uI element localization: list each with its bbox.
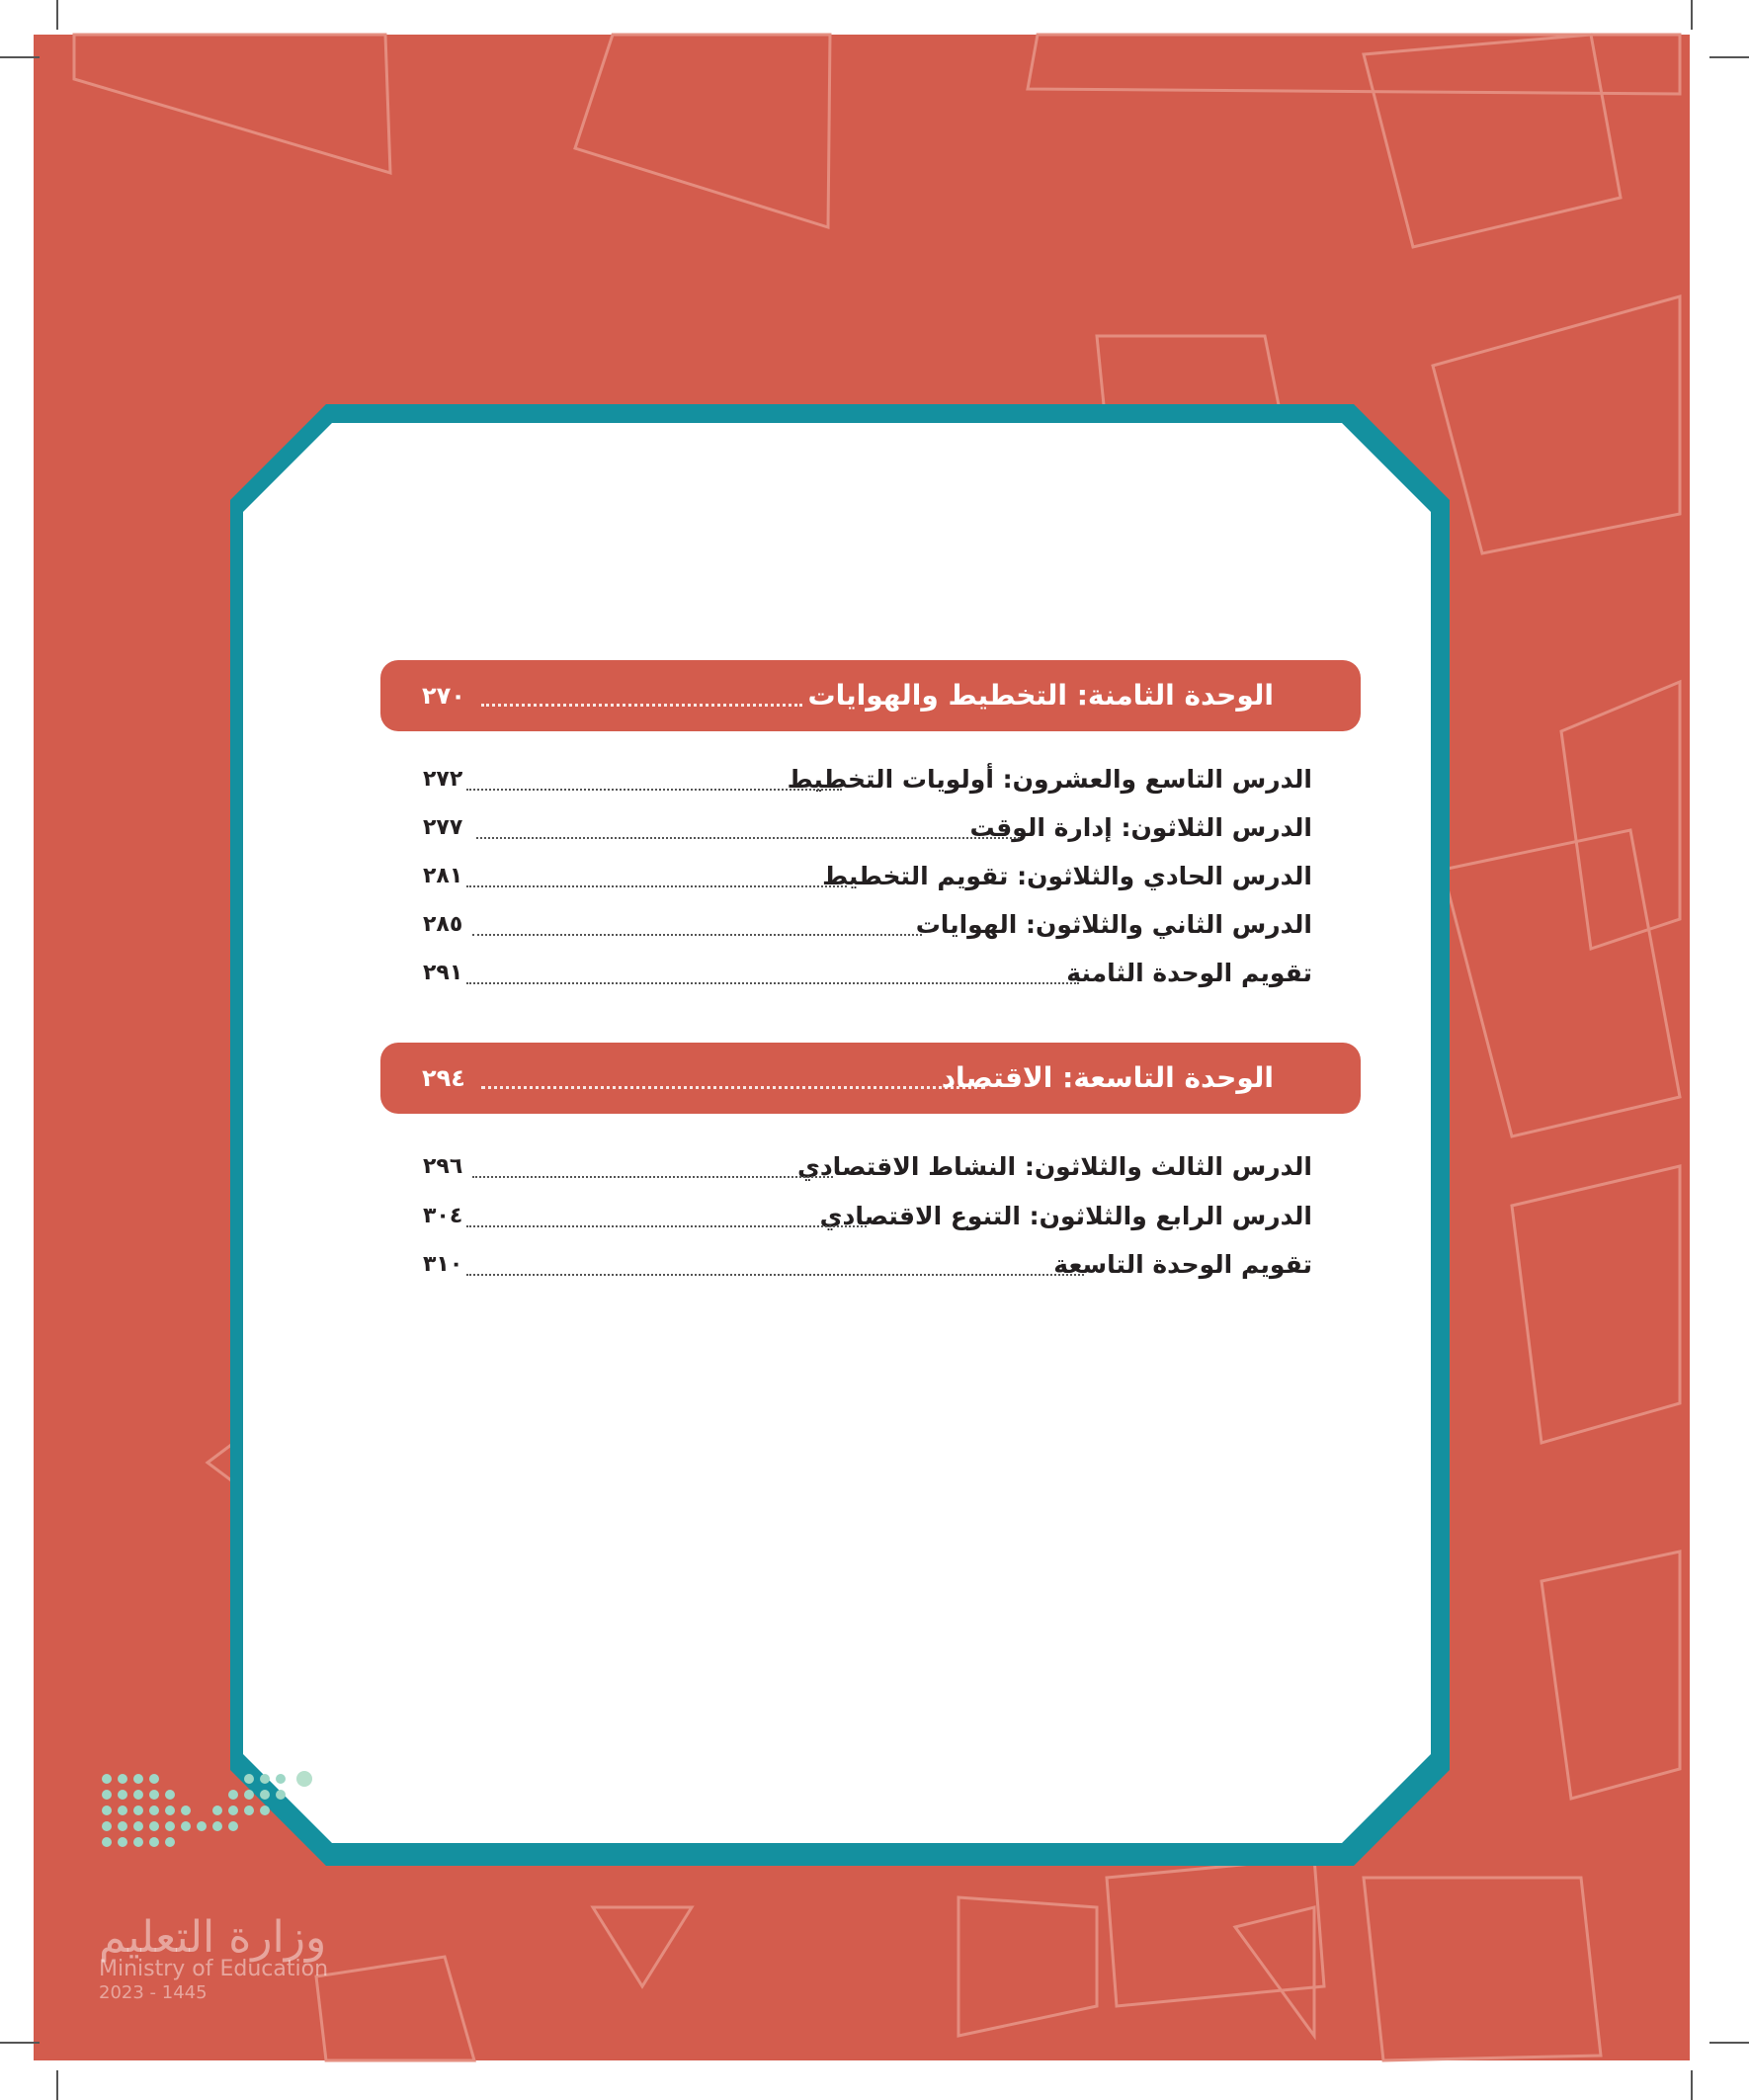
leader-dots xyxy=(466,970,1079,984)
leader-dots xyxy=(466,777,842,791)
toc-entry[interactable] xyxy=(415,757,1312,802)
toc-entry-label: الدرس الحادي والثلاثون: تقويم التخطيط xyxy=(822,862,1312,890)
toc-entry[interactable] xyxy=(415,902,1312,948)
leader-dots xyxy=(466,1262,1084,1276)
toc-entry-page: ٢٨٥ xyxy=(423,912,463,937)
toc-entry-page: ٣١٠ xyxy=(423,1252,463,1277)
toc-entry-page: ٣٠٤ xyxy=(423,1204,463,1228)
leader-dots xyxy=(466,1214,867,1227)
toc-entry-page: ٢٧٧ xyxy=(423,815,463,840)
toc-entry-page: ٢٨١ xyxy=(423,864,463,888)
toc-entry-label: تقويم الوحدة الثامنة xyxy=(1066,959,1312,987)
toc-entry-label: تقويم الوحدة التاسعة xyxy=(1053,1250,1312,1279)
toc-entry-label: الدرس الثالث والثلاثون: النشاط الاقتصادي xyxy=(796,1152,1312,1181)
ministry-logo-english: Ministry of Education xyxy=(99,1957,329,1981)
leader-dots xyxy=(472,1164,833,1178)
toc-entry[interactable] xyxy=(415,1242,1312,1288)
leader-dots xyxy=(476,825,1020,839)
toc-entry[interactable] xyxy=(415,951,1312,996)
toc-entry-label: الدرس الرابع والثلاثون: التنوع الاقتصادي xyxy=(819,1202,1312,1230)
leader-dots xyxy=(466,874,847,887)
unit-9-title: الوحدة التاسعة: الاقتصاد xyxy=(941,1061,1274,1094)
toc-entry-page: ٢٩٦ xyxy=(423,1154,463,1179)
toc-entry-page: ٢٧٢ xyxy=(423,767,463,792)
leader-dots xyxy=(481,686,802,707)
toc-entry[interactable] xyxy=(415,805,1312,851)
ministry-logo-arabic: وزارة التعليم xyxy=(99,1912,327,1963)
toc-entry-label: الدرس الثاني والثلاثون: الهوايات xyxy=(915,910,1312,939)
toc-entry[interactable] xyxy=(415,1144,1312,1190)
leader-dots xyxy=(472,922,922,936)
toc-entry[interactable] xyxy=(415,854,1312,899)
toc-entry-label: الدرس التاسع والعشرون: أولويات التخطيط xyxy=(787,765,1312,794)
ministry-logo-years: 2023 - 1445 xyxy=(99,1982,208,2003)
toc-entry-page: ٢٩١ xyxy=(423,961,463,985)
unit-9-header[interactable] xyxy=(380,1043,1361,1114)
leader-dots xyxy=(481,1068,985,1089)
toc-entry-label: الدرس الثلاثون: إدارة الوقت xyxy=(969,813,1312,842)
toc-entry[interactable] xyxy=(415,1194,1312,1239)
unit-8-page: ٢٧٠ xyxy=(422,682,465,710)
unit-8-header[interactable] xyxy=(380,660,1361,731)
unit-8-title: الوحدة الثامنة: التخطيط والهوايات xyxy=(807,679,1274,712)
unit-9-page: ٢٩٤ xyxy=(422,1064,465,1092)
